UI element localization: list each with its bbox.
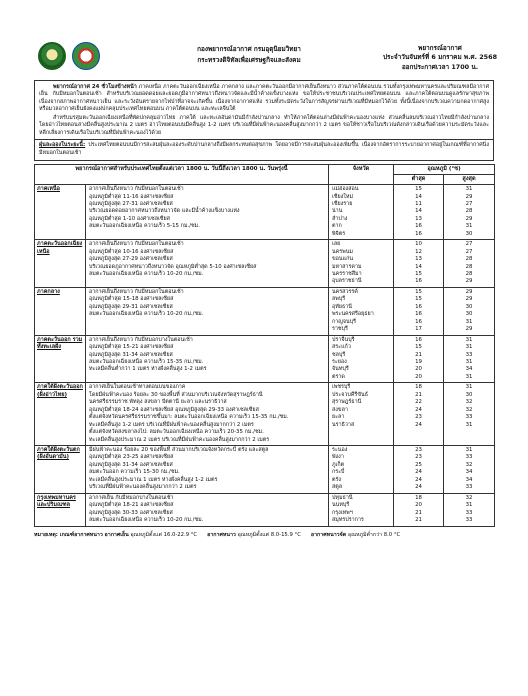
min-temp-value: 16 [415, 318, 422, 325]
footer-verycold-label: อากาศหนาวจัด [310, 531, 347, 538]
province-name: น่าน [332, 208, 343, 215]
province-name: กาญจนบุรี [332, 318, 357, 325]
max-temp-value: 33 [465, 509, 473, 516]
forecast-line: โดยมีฝนฟ้าคะนอง ร้อยละ 30 ของพื้นที่ ส่วนมากบริเวณจังหวัดสุราษฎร์ธานี [89, 391, 263, 398]
province-name: มหาสารคาม [332, 263, 362, 270]
max-temp-value: 28 [465, 256, 473, 263]
province-name: กระบี่ [332, 469, 345, 476]
region-name: กรุงเทพมหานคร และปริมณฑล [35, 493, 86, 526]
min-temp-value: 15 [415, 288, 422, 295]
province-name: นครสวรรค์ [332, 288, 358, 295]
province-list [329, 185, 394, 240]
issue-block [352, 44, 528, 72]
max-temp-value: 33 [465, 517, 473, 524]
max-temp-value: 31 [465, 336, 473, 343]
min-temp-list [394, 446, 444, 494]
forecast-line: นครศรีธรรมราช พัทลุง สงขลา ปัตตานี ยะลา และนราธิวาส [89, 399, 227, 406]
min-temp-value: 13 [415, 215, 422, 222]
max-temp-list [444, 287, 495, 335]
province-list [329, 493, 394, 526]
summary-heading: พยากรณ์อากาศ 24 ชั่วโมงข้างหน้า [53, 84, 137, 90]
min-temp-value: 13 [415, 256, 422, 263]
forecast-line: ตั้งแต่จังหวัดสงขลาลงไป: ลมตะวันออกเฉียงเหนือ ความเร็ว 20-35 กม./ชม. [89, 429, 264, 436]
region-row [35, 335, 495, 383]
region-name: ภาคกลาง [35, 287, 86, 335]
max-temp-value: 27 [465, 248, 473, 255]
min-temp-value: 23 [415, 447, 422, 453]
forecast-line: ลมตะวันออกเฉียงเหนือ ความเร็ว 10-20 กม./ชม. [89, 311, 204, 318]
province-name: ราชบุรี [332, 326, 348, 333]
province-name: สุราษฎร์ธานี [332, 399, 362, 406]
max-temp-value: 27 [465, 241, 473, 248]
min-temp-value: 16 [415, 223, 422, 230]
region-forecast [86, 287, 329, 335]
min-temp-value: 24 [415, 469, 422, 476]
min-temp-value: 23 [415, 414, 422, 421]
forecast-line: อุณหภูมิต่ำสุด 10-16 องศาเซลเซียส [89, 248, 174, 255]
summary-paragraph-1 [39, 84, 489, 114]
dust-caution-text: ประเทศไทยตอนบนมีการสะสมฝุ่นละอองระดับปานกลางถึงมีผลกระทบต่อสุขภาพ โดยอาจมีการสะสมฝุ่นละอองเพิ่มขึ้น เนื่องจากอัตราการระบายอากาศอยู่ในเกณฑ์ที่อากาศนิ่ง มีหมอกในตอนเช้า [39, 142, 489, 156]
province-name: อุบลราชธานี [332, 278, 362, 285]
province-name: ระยอง [332, 359, 347, 366]
min-temp-value: 24 [415, 476, 422, 483]
max-temp-value: 33 [465, 414, 473, 421]
max-temp-value: 28 [465, 263, 473, 270]
max-temp-value: 31 [465, 384, 473, 391]
min-temp-value: 14 [415, 193, 422, 200]
max-temp-value: 29 [465, 296, 473, 303]
min-temp-value: 24 [415, 421, 422, 428]
min-temp-value: 21 [415, 391, 422, 398]
min-temp-value: 15 [415, 186, 422, 193]
footer-cool [34, 532, 197, 539]
max-temp-value: 31 [465, 344, 473, 351]
region-row [35, 446, 495, 494]
province-name: ตรัง [332, 476, 342, 483]
province-name: ชลบุรี [332, 351, 346, 358]
forecast-line: ลมตะวันออกเฉียงเหนือ ความเร็ว 5-15 กม./ชม. [89, 223, 200, 230]
min-temp-value: 23 [415, 454, 422, 461]
province-list [329, 240, 394, 288]
footer-cool-text: อุณหภูมิตั้งแต่ 16.0-22.9 °C [130, 531, 198, 538]
region-name: ภาคใต้ฝั่งตะวันตก (ฝั่งอันดามัน) [35, 446, 86, 494]
province-column-header: จังหวัด [329, 165, 394, 185]
footer-cold-label: อากาศหนาว [207, 531, 236, 538]
ministry-name: กระทรวงดิจิทัลเพื่อเศรษฐกิจและสังคม [197, 55, 301, 64]
max-temp-value: 32 [465, 461, 473, 468]
max-temp-value: 31 [465, 502, 473, 509]
forecast-line: ลมตะวันออกเฉียงเหนือ ความเร็ว 10-20 กม./ชม. [89, 271, 204, 278]
max-temp-value: 29 [465, 288, 473, 295]
forecast-line: อากาศเย็นถึงหนาว กับมีหมอกในตอนเช้า [89, 288, 184, 295]
province-name: นนทบุรี [332, 502, 350, 509]
province-name: ยะลา [332, 414, 345, 421]
province-name: แม่ฮ่องสอน [332, 186, 359, 193]
max-temp-value: 34 [465, 366, 473, 373]
table-header-row [35, 165, 495, 175]
province-list [329, 287, 394, 335]
min-temp-value: 22 [415, 399, 422, 406]
min-temp-value: 16 [415, 336, 422, 343]
dust-caution [35, 139, 493, 160]
min-temp-header: ต่ำสุด [394, 175, 444, 185]
forecast-line: บริเวณที่มีฝนฟ้าคะนองคลื่นสูงมากกว่า 2 เมตร [89, 484, 197, 491]
agency-block [154, 44, 344, 66]
temperature-column-header: อุณหภูมิ (°ซ) [394, 165, 495, 175]
footer-cold [207, 532, 301, 539]
min-temp-list [394, 383, 444, 446]
issue-time: ออกประกาศเวลา 1700 น. [401, 62, 479, 71]
max-temp-value: 31 [465, 186, 473, 193]
max-temp-value: 29 [465, 193, 473, 200]
forecast-line: มีฝนฟ้าคะนอง ร้อยละ 20 ของพื้นที่ ส่วนมากบริเวณจังหวัดกระบี่ ตรัง และสตูล [89, 447, 269, 453]
forecast-line: ทะเลมีคลื่นสูงประมาณ 2 เมตร บริเวณที่มีฝนฟ้าคะนองคลื่นสูงมากกว่า 2 เมตร [89, 436, 270, 443]
min-temp-value: 24 [415, 406, 422, 413]
province-name: เชียงราย [332, 200, 353, 207]
min-temp-value: 21 [415, 509, 422, 516]
forecast-line: อุณหภูมิสูงสุด 29-31 องศาเซลเซียส [89, 303, 173, 310]
province-list [329, 383, 394, 446]
forecast-line: ลมตะวันออก ความเร็ว 15-30 กม./ชม. [89, 469, 180, 476]
forecast-line: บริเวณยอดดอยอากาศหนาวถึงหนาวจัด และมีน้ำค้างแข็งบางแห่ง [89, 208, 240, 215]
max-temp-value: 28 [465, 208, 473, 215]
max-temp-list [444, 185, 495, 240]
forecast-line: อุณหภูมิสูงสุด 31-34 องศาเซลเซียส [89, 461, 173, 468]
min-temp-value: 16 [415, 311, 422, 318]
forecast-table-body [35, 185, 495, 526]
max-temp-value: 31 [465, 373, 473, 380]
forecast-line: อุณหภูมิต่ำสุด 23-25 องศาเซลเซียส [89, 454, 174, 461]
region-name: ภาคใต้ฝั่งตะวันออก (ฝั่งอ่าวไทย) [35, 383, 86, 446]
max-temp-value: 31 [465, 318, 473, 325]
forecast-table [34, 164, 495, 526]
min-temp-value: 18 [415, 384, 422, 391]
province-name: ตราด [332, 373, 345, 380]
province-name: เพชรบุรี [332, 384, 351, 391]
min-temp-list [394, 185, 444, 240]
max-temp-value: 34 [465, 469, 473, 476]
footer-verycold [311, 532, 400, 539]
tmd-logo-icon [38, 42, 66, 70]
forecast-line: อากาศเย็นถึงหนาว กับมีหมอกบางในตอนเช้า [89, 336, 193, 343]
region-name: ภาคเหนือ [35, 185, 86, 240]
province-list [329, 446, 394, 494]
province-name: ระนอง [332, 447, 348, 453]
region-name: ภาคตะวันออก รวมทั้งทะเลฝั่ง [35, 335, 86, 383]
province-name: ลพบุรี [332, 296, 346, 303]
min-temp-value: 20 [415, 502, 422, 509]
forecast-line: ทะเลมีคลื่นสูงประมาณ 1 เมตร ห่างฝั่งคลื่นสูง 1-2 เมตร [89, 476, 218, 483]
min-temp-value: 10 [415, 241, 422, 248]
max-temp-list [444, 383, 495, 446]
min-temp-value: 15 [415, 296, 422, 303]
province-name: นครพนม [332, 248, 353, 255]
footer-verycold-text: อุณหภูมิต่ำกว่า 8.0 °C [347, 531, 401, 538]
forecast-summary [34, 80, 494, 161]
province-list [329, 335, 394, 383]
min-temp-list [394, 493, 444, 526]
forecast-line: อากาศเย็น กับมีหมอกบางในตอนเช้า [89, 494, 174, 501]
province-name: ปราจีนบุรี [332, 336, 355, 343]
min-temp-value: 20 [415, 373, 422, 380]
min-temp-value: 17 [415, 326, 422, 333]
min-temp-value: 21 [415, 351, 422, 358]
agency-name: กองพยากรณ์อากาศ กรมอุตุนิยมวิทยา [197, 45, 301, 53]
forecast-line: ลมตะวันออกเฉียงเหนือ ความเร็ว 15-35 กม./ชม. [89, 359, 204, 366]
region-forecast [86, 240, 329, 288]
max-temp-value: 31 [465, 421, 473, 428]
min-temp-value: 24 [415, 484, 422, 491]
max-temp-value: 31 [465, 447, 473, 453]
max-temp-list [444, 335, 495, 383]
min-temp-list [394, 335, 444, 383]
region-row [35, 493, 495, 526]
forecast-line: อุณหภูมิต่ำสุด 18-24 องศาเซลเซียส อุณหภูมิสูงสุด 29-33 องศาเซลเซียส [89, 406, 259, 413]
province-name: นราธิวาส [332, 421, 355, 428]
max-temp-value: 27 [465, 200, 473, 207]
region-row [35, 240, 495, 288]
forecast-line: อากาศเย็นในตอนเช้าทางตอนบนของภาค [89, 384, 186, 391]
forecast-line: ตั้งแต่จังหวัดนครศรีธรรมราชขึ้นมา: ลมตะวันออกเฉียงเหนือ ความเร็ว 15-35 กม./ชม. [89, 414, 289, 421]
province-name: กรุงเทพฯ [332, 509, 353, 516]
footer-cool-label: อากาศเย็น [104, 531, 129, 538]
forecast-line: อากาศเย็นถึงหนาว กับมีหมอกในตอนเช้า [89, 241, 184, 248]
province-name: สงขลา [332, 406, 348, 413]
max-temp-value: 30 [465, 311, 473, 318]
dust-caution-heading: ฝุ่นละอองในระยะนี้: [39, 142, 86, 149]
province-name: พระนครศรีอยุธยา [332, 311, 374, 318]
forecast-line: อุณหภูมิสูงสุด 31-34 องศาเซลเซียส [89, 351, 173, 358]
province-name: ปทุมธานี [332, 494, 353, 501]
min-temp-list [394, 287, 444, 335]
max-temp-value: 32 [465, 399, 473, 406]
max-temp-value: 30 [465, 303, 473, 310]
forecast-line: อากาศเย็นถึงหนาว กับมีหมอกในตอนเช้า [89, 186, 184, 193]
max-temp-value: 30 [465, 230, 473, 237]
province-name: ภูเก็ต [332, 461, 345, 468]
max-temp-value: 29 [465, 215, 473, 222]
min-temp-value: 21 [415, 517, 422, 524]
forecast-line: อุณหภูมิสูงสุด 27-29 องศาเซลเซียส [89, 256, 173, 263]
footer-note [34, 532, 494, 539]
min-temp-value: 16 [415, 278, 422, 285]
max-temp-header: สูงสุด [444, 175, 495, 185]
forecast-line: อุณหภูมิต่ำสุด 15-21 องศาเซลเซียส [89, 344, 174, 351]
max-temp-value: 33 [465, 351, 473, 358]
forecast-column-header: พยากรณ์อากาศสำหรับประเทศไทยตั้งแต่เวลา 1800 น. วันนี้ถึงเวลา 1800 น. วันพรุ่งนี้ [35, 165, 329, 185]
region-forecast [86, 446, 329, 494]
summary-text-1: ภาคเหนือ ภาคตะวันออกเฉียงเหนือ ภาคกลาง และภาคตะวันออกมีอากาศเย็นถึงหนาว ส่วนภาคใต้ตอนบน รวมทั้งกรุงเทพมหานครและปริมณฑลมีอากาศเย็น กับมีหมอกในตอนเช้า สำหรับบริเวณยอดดอยและยอดภูมีอากาศหนาวถึงหนาวจัดและมีน้ำค้างแข็งบางแห่ง ขอให้ประชาชนบริเวณประเทศไทยตอนบน และภาคใต้ตอนบนดูแลรักษาสุขภาพเนื่องจากสภาพอากาศหนาวเย็น และระวังอันตรายจากไฟป่าที่อาจจะเกิดขึ้น เนื่องจากอากาศแห้ง รวมทั้งระมัดระวังในการสัญจรผ่านบริเวณที่มีหมอกไว้ด้วย ทั้งนี้เนื่องจากบริเวณความกดอากาศสูงหรือมวลอากาศเย็นยังคงแผ่ปกคลุมประเทศไทยตอนบน ภาคใต้ตอนบน และทะเลจีนใต้ [39, 84, 489, 113]
province-name: สตูล [332, 484, 343, 491]
max-temp-value: 33 [465, 484, 473, 491]
max-temp-value: 31 [465, 223, 473, 230]
min-temp-value: 14 [415, 208, 422, 215]
ministry-logo-icon [72, 42, 100, 70]
region-row [35, 287, 495, 335]
footer-note-label: หมายเหตุ: เกณฑ์อากาศหนาว [34, 531, 103, 538]
min-temp-value: 20 [415, 366, 422, 373]
forecast-line: อุณหภูมิต่ำสุด 18-21 องศาเซลเซียส [89, 502, 174, 509]
min-temp-value: 16 [415, 303, 422, 310]
summary-paragraph-2: สำหรับมรสุมตะวันออกเฉียงเหนือที่พัดปกคลุมอ่าวไทย ภาคใต้ และทะเลอันดามันมีกำลังปานกลาง ทำให้ภาคใต้ตอนล่างมีฝนฟ้าคะนองบางแห่ง ส่วนคลื่นลมบริเวณอ่าวไทยมีกำลังปานกลาง โดยอ่าวไทยตอนล่างมีคลื่นสูงประมาณ 2 เมตร อ่าวไทยตอนบนมีคลื่นสูง 1-2 เมตร บริเวณที่มีฝนฟ้าคะนองคลื่นสูงมากกว่า 2 เมตร ขอให้ชาวเรือในบริเวณดังกล่าวเดินเรือด้วยความระมัดระวังและหลีกเลี่ยงการเดินเรือในบริเวณที่มีฝนฟ้าคะนองไว้ด้วย [39, 114, 489, 136]
region-name: ภาคตะวันออกเฉียงเหนือ [35, 240, 86, 288]
forecast-line: บริเวณยอดภูอากาศหนาวถึงหนาวจัด อุณหภูมิต่ำสุด 5-10 องศาเซลเซียส [89, 263, 257, 270]
min-temp-value: 19 [415, 359, 422, 366]
province-name: นครราชสีมา [332, 271, 362, 278]
max-temp-value: 32 [465, 494, 473, 501]
min-temp-value: 25 [415, 461, 422, 468]
forecast-line: อุณหภูมิต่ำสุด 15-18 องศาเซลเซียส [89, 296, 174, 303]
region-forecast [86, 493, 329, 526]
max-temp-list [444, 446, 495, 494]
forecast-line: อุณหภูมิสูงสุด 27-31 องศาเซลเซียส [89, 200, 173, 207]
region-row [35, 383, 495, 446]
min-temp-value: 15 [415, 271, 422, 278]
document-title: พยากรณ์อากาศ [418, 44, 462, 52]
province-name: พิจิตร [332, 230, 346, 237]
region-forecast [86, 383, 329, 446]
issue-date: ประจำวันจันทร์ที่ 6 มกราคม พ.ศ. 2568 [382, 53, 498, 62]
max-temp-value: 28 [465, 271, 473, 278]
min-temp-list [394, 240, 444, 288]
province-name: ลำปาง [332, 215, 348, 222]
province-name: จันทบุรี [332, 366, 349, 373]
forecast-line: ทะเลมีคลื่นสูง 1-2 เมตร บริเวณที่มีฝนฟ้าคะนองคลื่นสูงมากกว่า 2 เมตร [89, 421, 254, 428]
forecast-line: อุณหภูมิต่ำสุด 11-16 องศาเซลเซียส [89, 193, 174, 200]
footer-cold-text: อุณหภูมิตั้งแต่ 8.0-15.9 °C [237, 531, 301, 538]
region-forecast [86, 335, 329, 383]
province-name: ตาก [332, 223, 342, 230]
max-temp-value: 29 [465, 278, 473, 285]
forecast-line: อุณหภูมิสูงสุด 30-33 องศาเซลเซียส [89, 509, 173, 516]
min-temp-value: 16 [415, 230, 422, 237]
max-temp-list [444, 240, 495, 288]
min-temp-value: 14 [415, 263, 422, 270]
min-temp-value: 18 [415, 494, 422, 501]
province-name: ขอนแก่น [332, 256, 354, 263]
min-temp-value: 11 [415, 200, 422, 207]
province-name: สมุทรปราการ [332, 517, 364, 524]
max-temp-value: 30 [465, 391, 473, 398]
max-temp-value: 29 [465, 326, 473, 333]
max-temp-value: 34 [465, 476, 473, 483]
document-header [34, 40, 498, 78]
province-name: ประจวบคีรีขันธ์ [332, 391, 368, 398]
forecast-line: อุณหภูมิต่ำสุด 1-10 องศาเซลเซียส [89, 215, 170, 222]
forecast-line: ทะเลมีคลื่นต่ำกว่า 1 เมตร ห่างฝั่งคลื่นสูง 1-2 เมตร [89, 366, 207, 373]
max-temp-value: 33 [465, 454, 473, 461]
province-name: เลย [332, 241, 341, 248]
forecast-line: ลมตะวันออกเฉียงเหนือ ความเร็ว 10-20 กม./ชม. [89, 517, 204, 524]
province-name: อุทัยธานี [332, 303, 352, 310]
region-row [35, 185, 495, 240]
province-name: พังงา [332, 454, 344, 461]
max-temp-value: 32 [465, 406, 473, 413]
min-temp-value: 15 [415, 344, 422, 351]
region-forecast [86, 185, 329, 240]
max-temp-list [444, 493, 495, 526]
min-temp-value: 12 [415, 248, 422, 255]
province-name: สระแก้ว [332, 344, 351, 351]
max-temp-value: 31 [465, 359, 473, 366]
province-name: เชียงใหม่ [332, 193, 354, 200]
